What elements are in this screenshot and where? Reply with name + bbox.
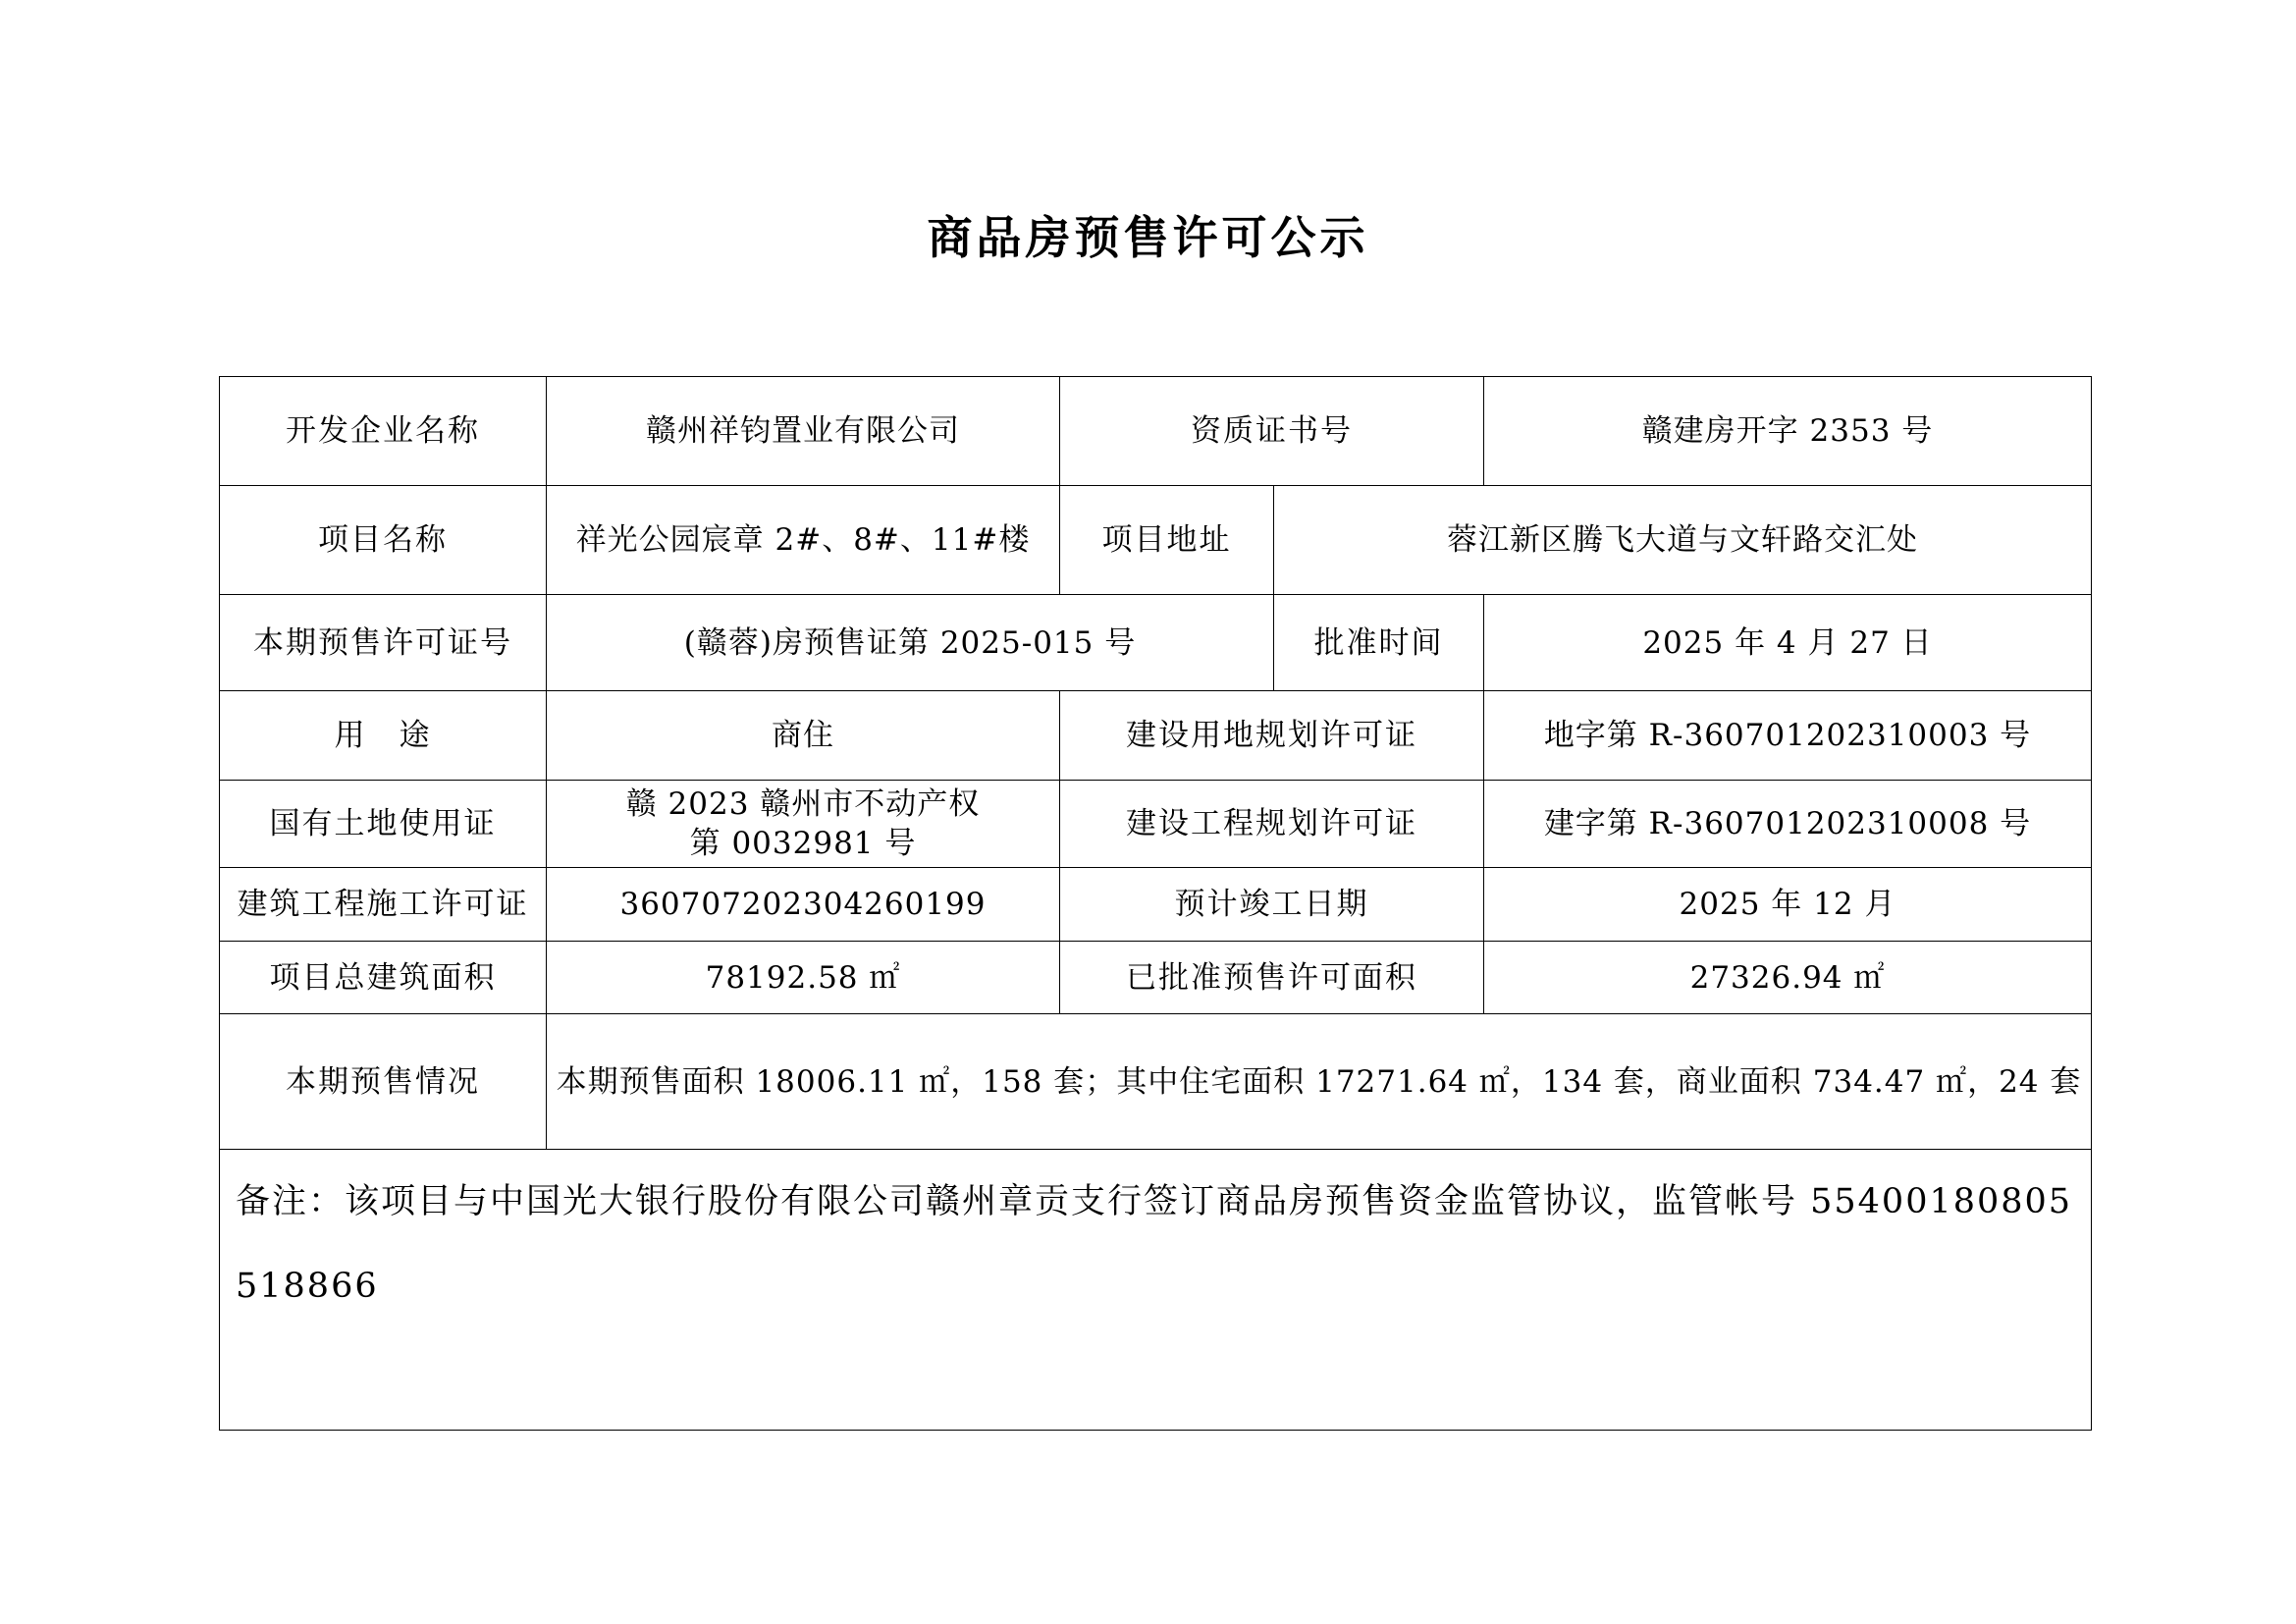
presale-permit-table xyxy=(219,376,2092,1431)
land-use-certificate-line-2: 第 0032981 号 xyxy=(689,826,917,861)
project-name-label: 项目名称 xyxy=(220,486,547,595)
approval-time-label: 批准时间 xyxy=(1274,595,1484,691)
table-row xyxy=(220,1014,2092,1150)
current-presale-value: 本期预售面积 18006.11 ㎡，158 套；其中住宅面积 17271.64 ㎡，134 套，商业面积 734.47 ㎡，24 套 xyxy=(547,1014,2092,1150)
notes: 备注：该项目与中国光大银行股份有限公司赣州章贡支行签订商品房预售资金监管协议，监管帐号 554001808055188​66 xyxy=(220,1150,2092,1431)
qualification-value: 赣建房开字 2353 号 xyxy=(1484,377,2092,486)
engineering-planning-permit-label: 建设工程规划许可证 xyxy=(1060,781,1484,868)
construction-permit-label: 建筑工程施工许可证 xyxy=(220,868,547,942)
approved-presale-area-value: 27326.94 ㎡ xyxy=(1484,942,2092,1014)
completion-date-label: 预计竣工日期 xyxy=(1060,868,1484,942)
land-use-certificate-value xyxy=(547,781,1060,868)
permit-number-value: (赣蓉)房预售证第 2025-015 号 xyxy=(547,595,1274,691)
engineering-planning-permit-value: 建字第 R-360701202310008 号 xyxy=(1484,781,2092,868)
usage-value: 商住 xyxy=(547,691,1060,781)
table-row xyxy=(220,377,2092,486)
approved-presale-area-label: 已批准预售许可面积 xyxy=(1060,942,1484,1014)
table-row xyxy=(220,868,2092,942)
developer-value: 赣州祥钧置业有限公司 xyxy=(547,377,1060,486)
land-planning-permit-value: 地字第 R-360701202310003 号 xyxy=(1484,691,2092,781)
table-row xyxy=(220,1150,2092,1431)
usage-label: 用 途 xyxy=(220,691,547,781)
approval-time-value: 2025 年 4 月 27 日 xyxy=(1484,595,2092,691)
land-planning-permit-label: 建设用地规划许可证 xyxy=(1060,691,1484,781)
land-use-certificate-label: 国有土地使用证 xyxy=(220,781,547,868)
table-row xyxy=(220,486,2092,595)
project-name-value: 祥光公园宸章 2#、8#、11#楼 xyxy=(547,486,1060,595)
table-row xyxy=(220,691,2092,781)
construction-permit-value: 360707202304260199 xyxy=(547,868,1060,942)
project-address-label: 项目地址 xyxy=(1060,486,1274,595)
current-presale-label: 本期预售情况 xyxy=(220,1014,547,1150)
table-row xyxy=(220,595,2092,691)
table-row xyxy=(220,942,2092,1014)
project-address-value: 蓉江新区腾飞大道与文轩路交汇处 xyxy=(1274,486,2092,595)
developer-label: 开发企业名称 xyxy=(220,377,547,486)
total-area-label: 项目总建筑面积 xyxy=(220,942,547,1014)
permit-number-label: 本期预售许可证号 xyxy=(220,595,547,691)
table-row xyxy=(220,781,2092,868)
page-title: 商品房预售许可公示 xyxy=(927,211,1369,264)
land-use-certificate-line-1: 赣 2023 赣州市不动产权 xyxy=(625,786,981,822)
qualification-label: 资质证书号 xyxy=(1060,377,1484,486)
total-area-value: 78192.58 ㎡ xyxy=(547,942,1060,1014)
completion-date-value: 2025 年 12 月 xyxy=(1484,868,2092,942)
